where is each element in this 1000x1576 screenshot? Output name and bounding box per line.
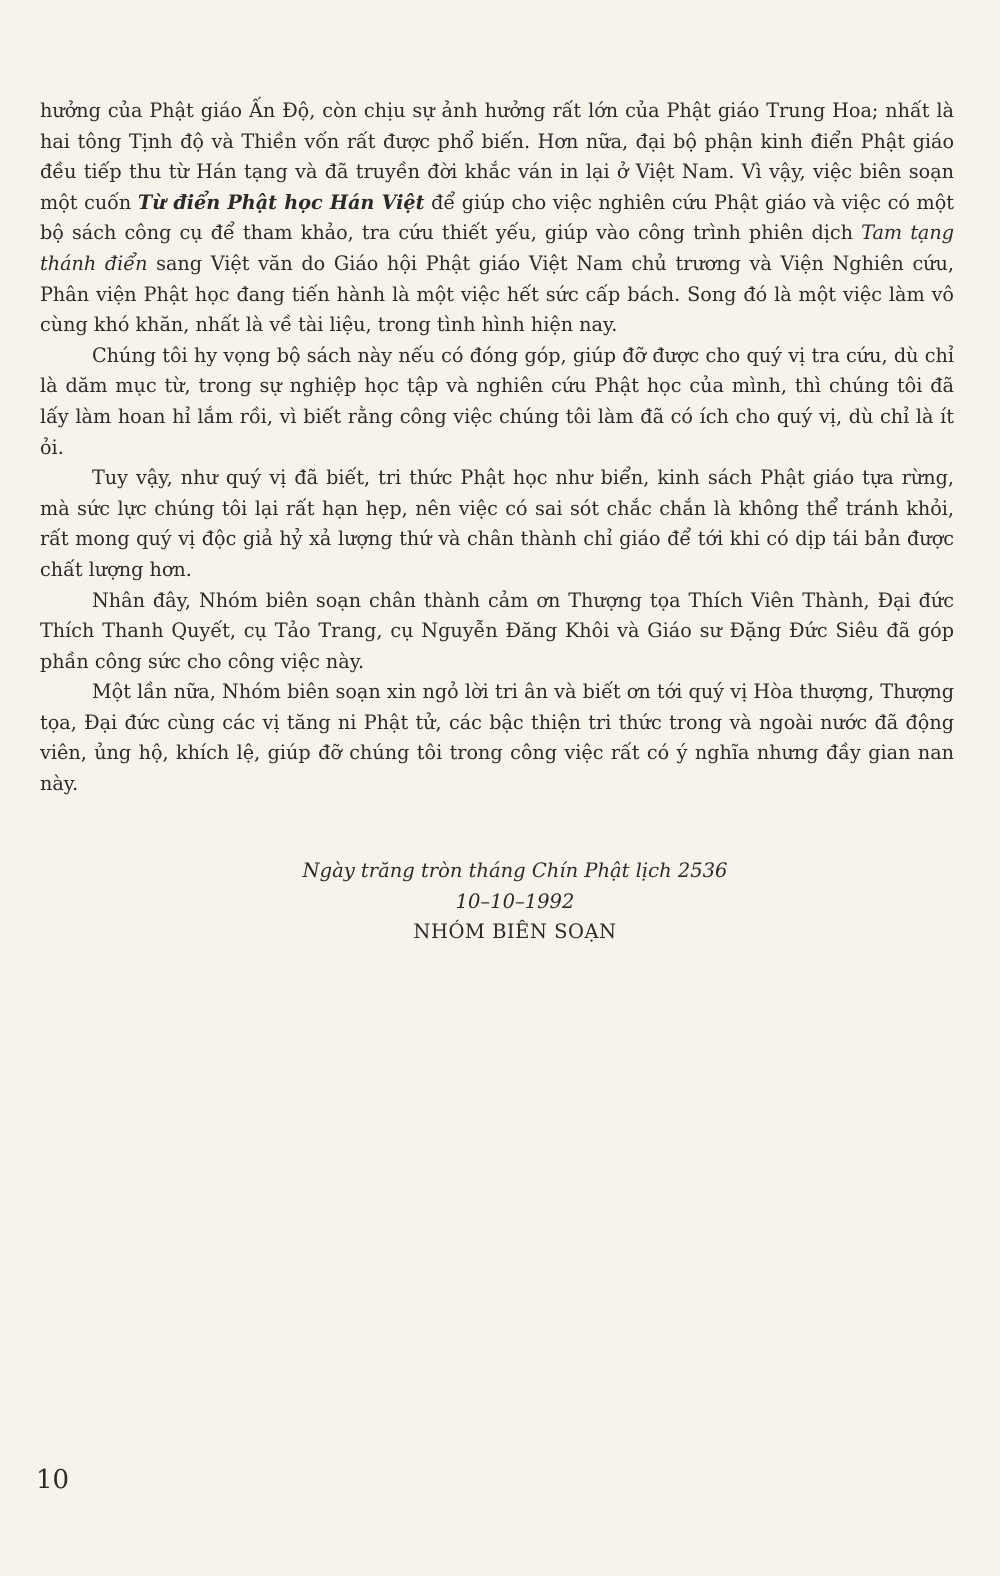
paragraph	[40, 463, 954, 585]
paragraph	[40, 677, 954, 799]
paragraph-text: hưởng của Phật giáo Ấn Độ, còn chịu sự ảnh hưởng rất lớn của Phật giáo Trung Hoa; nhất là hai tông Tịnh độ và Thiền vốn rất được phổ biến. Hơn nữa, đại bộ phận kinh điển Phật giáo đều tiếp thu từ Hán tạng và đã truyền đời khắc ván in lại ở Việt Nam. Vì vậy, việc biên soạn một cuốn	[40, 99, 954, 214]
body-text	[40, 96, 954, 800]
paragraph	[40, 96, 954, 341]
paragraph	[40, 586, 954, 678]
paragraph-text: để giúp cho việc nghiên cứu Phật giáo và việc có một bộ sách công cụ để tham khảo, tra cứu thiết yếu, giúp vào công trình phiên dịch	[40, 190, 954, 245]
paragraph-text: sang Việt văn do Giáo hội Phật giáo Việt Nam chủ trương và Viện Nghiên cứu, Phân viện Phật học đang tiến hành là một việc hết sức cấp bách. Song đó là một việc làm vô cùng khó khăn, nhất là về tài liệu, trong tình hình hiện nay.	[40, 251, 954, 337]
paragraph-text: Tuy vậy, như quý vị đã biết, tri thức Phật học như biển, kinh sách Phật giáo tựa rừng, mà sức lực chúng tôi lại rất hạn hẹp, nên việc có sai sót chắc chắn là không thể tránh khỏi, rất mong quý vị độc giả hỷ xả lượng thứ và chân thành chỉ giáo để tới khi có dịp tái bản được chất lượng hơn.	[40, 466, 954, 581]
paragraph-text: Chúng tôi hy vọng bộ sách này nếu có đóng góp, giúp đỡ được cho quý vị tra cứu, dù chỉ là dăm mục từ, trong sự nghiệp học tập và nghiên cứu Phật học của mình, thì chúng tôi đã lấy làm hoan hỉ lắm rồi, vì biết rằng công việc chúng tôi làm đã có ích cho quý vị, dù chỉ là ít ỏi.	[40, 343, 954, 459]
signature-date-line: Ngày trăng tròn tháng Chín Phật lịch 2536	[302, 859, 728, 882]
work-title-emphasis: Tam tạng thánh điển	[40, 221, 954, 275]
book-title-emphasis: Từ điển Phật học Hán Việt	[137, 190, 425, 214]
signature-group-name: NHÓM BIÊN SOẠN	[413, 920, 617, 943]
signature-block	[250, 856, 780, 948]
paragraph	[40, 341, 954, 463]
page-number: 10	[36, 1465, 70, 1495]
paragraph-text: Một lần nữa, Nhóm biên soạn xin ngỏ lời tri ân và biết ơn tới quý vị Hòa thượng, Thượng tọa, Đại đức cùng các vị tăng ni Phật tử, các bậc thiện tri thức trong và ngoài nước đã động viên, ủng hộ, khích lệ, giúp đỡ chúng tôi trong công việc rất có ý nghĩa nhưng đầy gian nan này.	[40, 680, 954, 796]
paragraph-text: Nhân đây, Nhóm biên soạn chân thành cảm ơn Thượng tọa Thích Viên Thành, Đại đức Thích Thanh Quyết, cụ Tảo Trang, cụ Nguyễn Đăng Khôi và Giáo sư Đặng Đức Siêu đã góp phần công sức cho công việc này.	[40, 588, 954, 673]
signature-numeric-date: 10–10–1992	[455, 889, 575, 913]
